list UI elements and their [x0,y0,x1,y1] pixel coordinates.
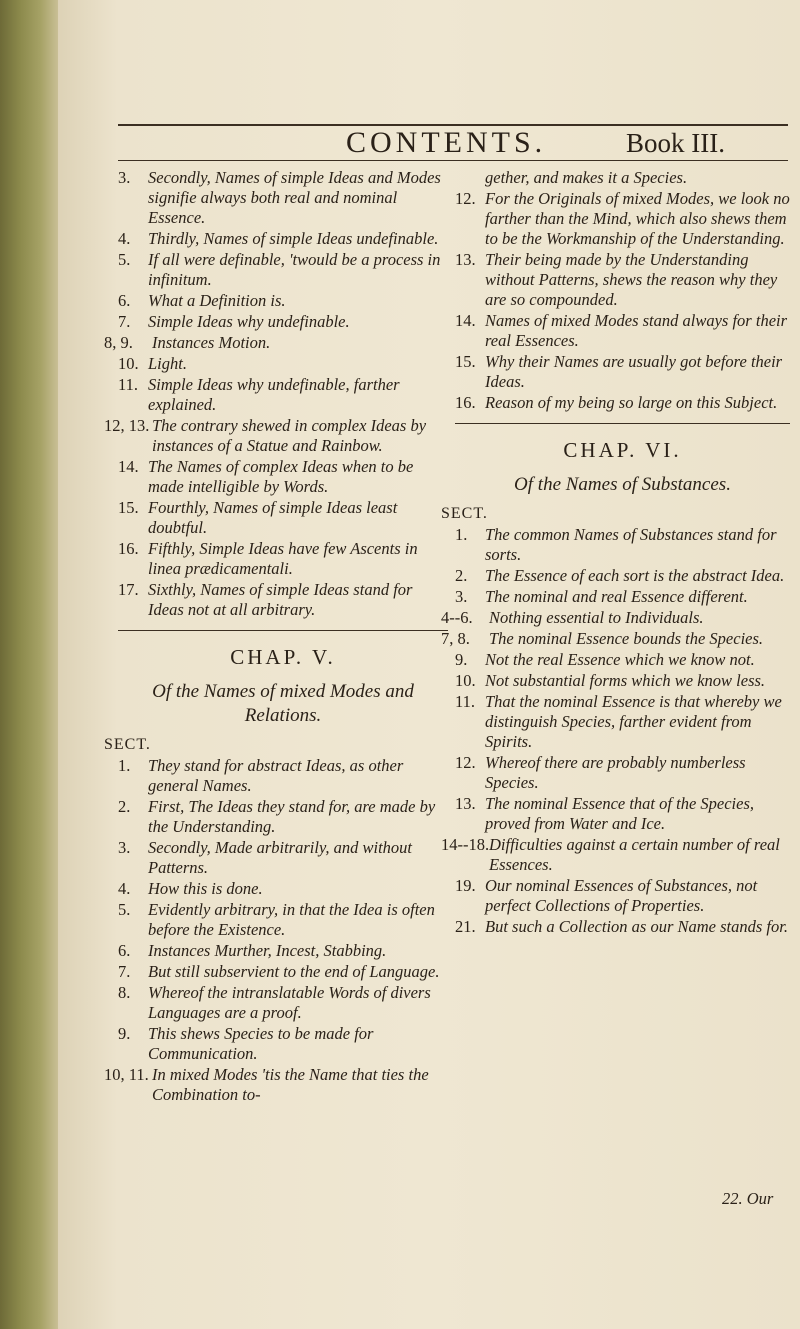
entry-number: 12. [455,189,476,208]
right-entries-top [455,168,790,413]
entry-text: But still subservient to the end of Language. [148,962,440,981]
contents-entry [118,983,448,1023]
contents-entry [455,917,790,937]
contents-entry [441,835,790,875]
entry-text: Not substantial forms which we know less. [485,671,766,690]
contents-entry [118,900,448,940]
contents-entry [455,168,790,188]
header-title: CONTENTS. [346,126,547,159]
entry-number: 2. [118,797,131,816]
contents-entry [118,962,448,982]
entry-text: The Names of complex Ideas when to be made intelligible by Words. [148,457,414,496]
contents-entry [118,797,448,837]
entry-text: Names of mixed Modes stand always for their real Essences. [485,311,788,350]
entry-number: 12. [455,753,476,772]
entry-text: In mixed Modes 'tis the Name that ties the Combination to- [152,1065,429,1104]
entry-number: 9. [118,1024,131,1043]
entry-number: 10. [118,354,139,373]
entry-number: 6. [118,941,131,960]
contents-entry [441,629,790,649]
contents-entry [118,941,448,961]
entry-number: 1. [455,525,468,544]
entry-text: Whereof there are probably numberless Species. [485,753,746,792]
contents-entry [118,250,448,290]
entry-number: 14--18. [441,835,490,854]
entry-text: Why their Names are usually got before their Ideas. [485,352,783,391]
entry-number: 6. [118,291,131,310]
entry-number: 13. [455,250,476,269]
entry-text: Not the real Essence which we know not. [485,650,755,669]
entry-text: Whereof the intranslatable Words of divers Languages are a proof. [148,983,431,1022]
section-label: SECT. [104,736,151,753]
entry-number: 11. [118,375,139,394]
contents-entry [118,539,448,579]
catchword: 22. Our [722,1189,774,1208]
contents-entry [455,311,790,351]
chapter-title: Of the Names of mixed Modes and Relations. [152,681,414,726]
contents-entry [118,291,448,311]
chapter-title: Of the Names of Substances. [514,474,731,495]
entry-number: 3. [118,838,131,857]
contents-entry [118,354,448,374]
entry-number: 4--6. [441,608,473,627]
contents-entry [118,498,448,538]
entry-number: 9. [455,650,468,669]
contents-entry [441,608,790,628]
contents-entry [455,650,790,670]
chapter-heading: CHAP. V. [230,645,336,669]
entry-number: 5. [118,900,131,919]
entry-number: 16. [118,539,139,558]
chapter-divider [118,630,448,631]
contents-entry [118,879,448,899]
entry-number: 15. [455,352,476,371]
contents-entry [104,333,448,353]
left-column [104,168,448,1106]
contents-entry [118,375,448,415]
entry-number: 13. [455,794,476,813]
entry-text: Evidently arbitrary, in that the Idea is often before the Existence. [148,900,435,939]
entry-number: 8. [118,983,131,1002]
contents-entry [118,580,448,620]
contents-entry [455,250,790,310]
entry-text: Nothing essential to Individuals. [489,608,704,627]
contents-entry [455,189,790,249]
entry-number: 11. [455,692,476,711]
left-entries-bottom [104,756,448,1105]
entry-text: Fourthly, Names of simple Ideas least doubtful. [148,498,398,537]
contents-entry [104,1065,448,1105]
entry-text: gether, and makes it a Species. [485,168,688,187]
entry-text: Thirdly, Names of simple Ideas undefinable. [148,229,439,248]
entry-text: Light. [148,354,187,373]
entry-text: First, The Ideas they stand for, are made by the Understanding. [148,797,436,836]
contents-entry [455,525,790,565]
entry-number: 19. [455,876,476,895]
contents-entry [118,168,448,228]
entry-number: 12, 13. [104,416,150,435]
entry-text: Secondly, Names of simple Ideas and Modes signifie always both real and nominal Essence. [148,168,441,227]
entry-number: 7. [118,962,131,981]
header-rule-bottom [118,160,788,161]
contents-entry [118,838,448,878]
entry-number: 4. [118,229,131,248]
entry-text: Secondly, Made arbitrarily, and without Patterns. [148,838,412,877]
entry-text: Difficulties against a certain number of real Essences. [489,835,780,874]
entry-text: The nominal Essence that of the Species, proved from Water and Ice. [485,794,754,833]
contents-entry [455,753,790,793]
entry-text: That the nominal Essence is that whereby we distinguish Species, farther evident from Spirits. [485,692,782,751]
entry-number: 14. [455,311,476,330]
entry-number: 1. [118,756,131,775]
contents-entry [455,352,790,392]
contents-entry [455,794,790,834]
entry-text: For the Originals of mixed Modes, we look no farther than the Mind, which also shews them to be the Workmanship of the Understanding. [485,189,790,248]
entry-text: Instances Motion. [152,333,271,352]
contents-entry [118,229,448,249]
contents-entry [455,692,790,752]
contents-entry [118,312,448,332]
entry-number: 2. [455,566,468,585]
entry-text: The nominal and real Essence different. [485,587,748,606]
section-label: SECT. [441,505,488,522]
entry-number: 8, 9. [104,333,133,352]
entry-number: 10. [455,671,476,690]
contents-entry [455,587,790,607]
chapter-divider [455,423,790,424]
entry-number: 21. [455,917,476,936]
entry-text: Their being made by the Understanding without Patterns, shews the reason why they are so compounded. [485,250,778,309]
contents-entry [455,876,790,916]
header-book-label: Book III. [626,128,725,158]
entry-number: 17. [118,580,139,599]
entry-text: This shews Species to be made for Communication. [148,1024,374,1063]
entry-text: Sixthly, Names of simple Ideas stand for Ideas not at all arbitrary. [148,580,413,619]
contents-entry [455,566,790,586]
contents-entry [118,756,448,796]
entry-text: The Essence of each sort is the abstract Idea. [485,566,785,585]
entry-text: The common Names of Substances stand for sorts. [485,525,777,564]
entry-text: What a Definition is. [148,291,286,310]
entry-number: 15. [118,498,139,517]
right-entries-bottom [441,525,790,937]
entry-number: 14. [118,457,139,476]
entry-text: Simple Ideas why undefinable. [148,312,350,331]
entry-number: 3. [455,587,468,606]
entry-number: 4. [118,879,131,898]
entry-text: But such a Collection as our Name stands for. [485,917,788,936]
entry-text: Our nominal Essences of Substances, not perfect Collections of Properties. [485,876,758,915]
right-column [441,168,790,938]
book-spine-edge [0,0,58,1329]
entry-text: The nominal Essence bounds the Species. [489,629,764,648]
contents-entry [455,671,790,691]
entry-text: Instances Murther, Incest, Stabbing. [148,941,387,960]
contents-entry [118,1024,448,1064]
entry-text: Reason of my being so large on this Subject. [485,393,778,412]
entry-text: If all were definable, 'twould be a process in infinitum. [148,250,441,289]
contents-entry [104,416,448,456]
contents-entry [118,457,448,497]
entry-text: They stand for abstract Ideas, as other general Names. [148,756,404,795]
entry-number: 7. [118,312,131,331]
entry-text: Simple Ideas why undefinable, farther explained. [148,375,400,414]
entry-number: 7, 8. [441,629,470,648]
entry-number: 3. [118,168,131,187]
entry-number: 5. [118,250,131,269]
chapter-heading: CHAP. VI. [563,438,682,462]
entry-text: The contrary shewed in complex Ideas by instances of a Statue and Rainbow. [152,416,427,455]
entry-text: Fifthly, Simple Ideas have few Ascents in linea prædicamentali. [148,539,418,578]
left-entries-top [104,168,448,620]
entry-text: How this is done. [148,879,263,898]
page-header [118,118,788,162]
entry-number: 16. [455,393,476,412]
entry-number: 10, 11. [104,1065,149,1084]
contents-entry [455,393,790,413]
